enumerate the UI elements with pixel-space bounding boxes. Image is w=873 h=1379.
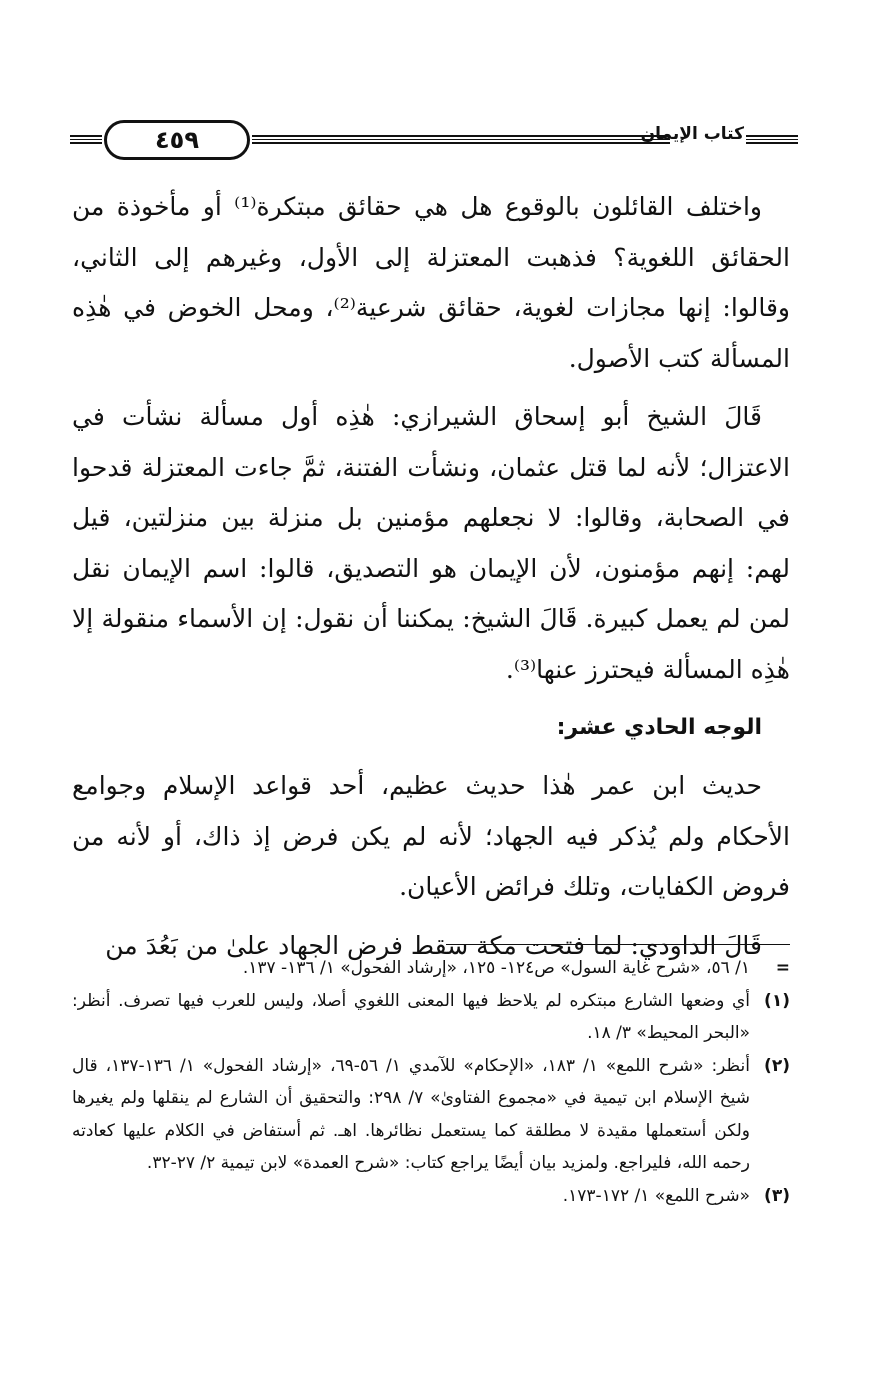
footnote xyxy=(72,985,790,1050)
footnote-mark: (٣) xyxy=(764,1185,790,1206)
paragraph: حديث ابن عمر هٰذا حديث عظيم، أحد قواعد الإسلام وجوامع الأحكام ولم يُذكر فيه الجهاد؛ لأنه لم يكن فرض إذ ذاك، أو لأنه من فروض الكفايات، وتلك فرائض الأعيان. xyxy=(72,771,790,901)
footnote-text: «شرح اللمع» ١/ ١٧٢-١٧٣. xyxy=(562,1185,750,1206)
footnote-mark: (١) xyxy=(764,990,790,1011)
footnote-text: أنظر: «شرح اللمع» ١/ ١٨٣، «الإحكام» للآمدي ١/ ٥٦-٦٩، «إرشاد الفحول» ١/ ١٣٦-١٣٧، قال شيخ الإسلام ابن تيمية في «مجموع الفتاوىٰ» ٧/ ٢٩٨: والتحقيق أن الشارع لم ينقلها ولم يغيرها ولكن أستعملها مقيدة لا مطلقة كما يستعمل نظائرها. اهـ. ثم أستفاض في الكلام عليها كعادته رحمه الله، فليراجع. ولمزيد بيان أيضًا يراجع كتاب: «شرح العمدة» لابن تيمية ٢/ ٢٧-٣٢. xyxy=(72,1055,751,1173)
header-rule-middle xyxy=(252,135,670,144)
page-header xyxy=(70,116,798,162)
header-rule-left xyxy=(70,135,102,144)
footnote-mark: (٢) xyxy=(764,1055,790,1076)
footnote-text: أي وضعها الشارع مبتكره لم يلاحظ فيها المعنى اللغوي أصلا، وليس للعرب فيها تصرف. أنظر: «البحر المحيط» ٣/ ١٨. xyxy=(72,990,750,1043)
header-rule-right xyxy=(746,135,798,144)
footnotes xyxy=(72,952,790,1212)
paragraph: قَالَ الداودي: لما فتحت مكة سقط فرض الجهاد علىٰ من بَعُدَ من xyxy=(105,930,762,960)
section-heading: الوجه الحادي عشر: xyxy=(556,715,762,740)
main-text xyxy=(72,182,790,971)
footnote-separator xyxy=(446,944,790,945)
footnote xyxy=(72,1050,790,1180)
footnote-mark: = xyxy=(775,958,790,978)
footnote xyxy=(72,1180,790,1213)
page-number: ٤٥٩ xyxy=(104,120,250,160)
paragraph: واختلف القائلون بالوقوع هل هي حقائق مبتكرة⁽¹⁾ أو مأخوذة من الحقائق اللغوية؟ فذهبت المعتزلة إلى الأول، وغيرهم إلى الثاني، وقالوا: إنها مجازات لغوية، حقائق شرعية⁽²⁾، ومحل الخوض في هٰذِه المسألة كتب الأصول. xyxy=(72,192,790,373)
footnote xyxy=(72,952,790,985)
running-title: كتاب الإيمان xyxy=(640,124,744,144)
paragraph: قَالَ الشيخ أبو إسحاق الشيرازي: هٰذِه أول مسألة نشأت في الاعتزال؛ لأنه لما قتل عثمان، ونشأت الفتنة، ثمَّ جاءت المعتزلة قدحوا في الصحابة، وقالوا: لا نجعلهم مؤمنين بل منزلة بين منزلتين، قيل لهم: إنهم مؤمنون، لأن الإيمان هو التصديق، قالوا: اسم الإيمان نقل لمن لم يعمل كبيرة. قَالَ الشيخ: يمكننا أن نقول: إن الأسماء منقولة إلا هٰذِه المسألة فيحترز عنها⁽³⁾. xyxy=(72,402,790,684)
footnote-text: ١/ ٥٦، «شرح غاية السول» ص١٢٤- ١٢٥، «إرشاد الفحول» ١/ ١٣٦- ١٣٧. xyxy=(242,958,750,978)
